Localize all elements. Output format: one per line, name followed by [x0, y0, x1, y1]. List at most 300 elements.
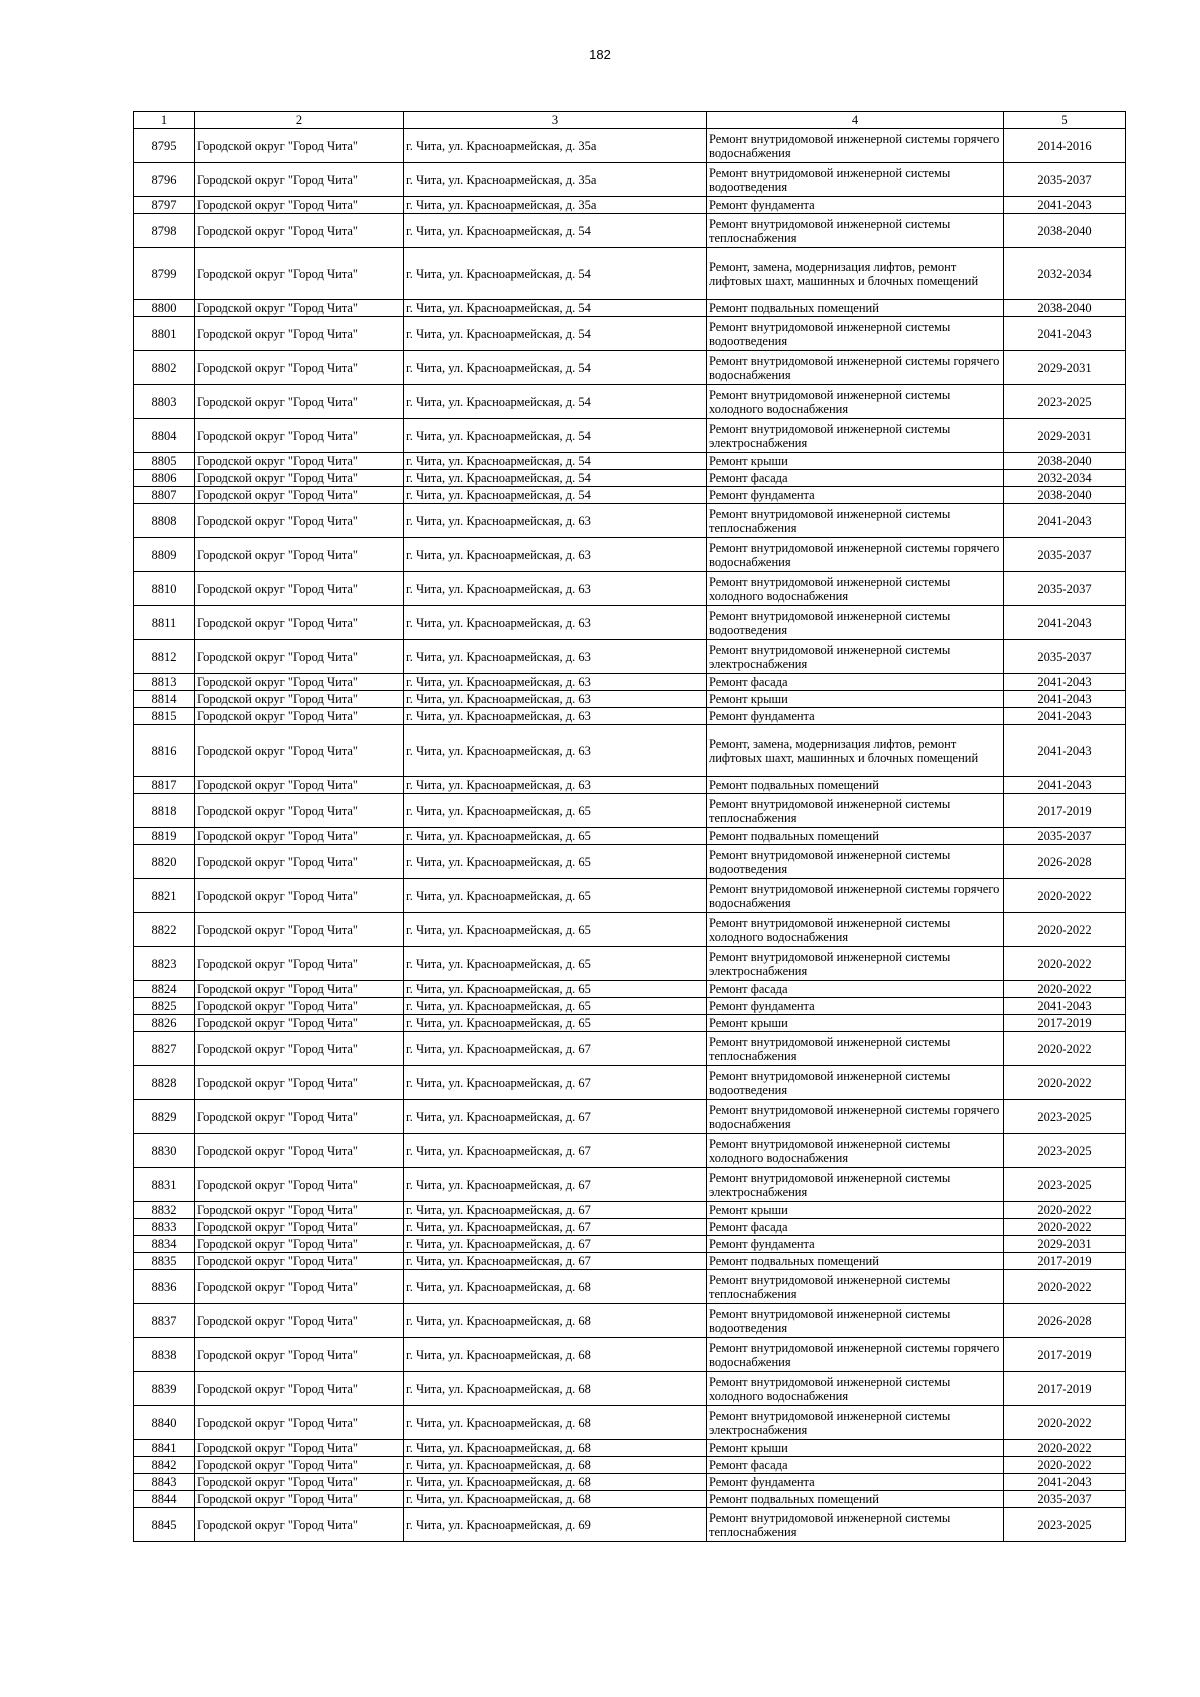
row-number-cell: 8822	[134, 913, 195, 947]
work-type-cell: Ремонт внутридомовой инженерной системы теплоснабжения	[707, 1270, 1004, 1304]
row-number-cell: 8827	[134, 1032, 195, 1066]
row-number-cell: 8818	[134, 794, 195, 828]
work-type-cell: Ремонт внутридомовой инженерной системы теплоснабжения	[707, 1508, 1004, 1542]
municipality-cell: Городской округ "Город Чита"	[195, 470, 404, 487]
table-row	[134, 129, 1126, 163]
period-cell: 2020-2022	[1004, 981, 1126, 998]
municipality-cell: Городской округ "Город Чита"	[195, 1457, 404, 1474]
table-row	[134, 504, 1126, 538]
work-type-cell: Ремонт внутридомовой инженерной системы водоотведения	[707, 163, 1004, 197]
municipality-cell: Городской округ "Город Чита"	[195, 572, 404, 606]
column-header: 2	[195, 112, 404, 129]
table-row	[134, 1457, 1126, 1474]
table-row	[134, 1372, 1126, 1406]
municipality-cell: Городской округ "Город Чита"	[195, 385, 404, 419]
period-cell: 2038-2040	[1004, 300, 1126, 317]
table-row	[134, 1440, 1126, 1457]
municipality-cell: Городской округ "Город Чита"	[195, 1100, 404, 1134]
address-cell: г. Чита, ул. Красноармейская, д. 68	[404, 1406, 707, 1440]
work-type-cell: Ремонт внутридомовой инженерной системы горячего водоснабжения	[707, 1100, 1004, 1134]
address-cell: г. Чита, ул. Красноармейская, д. 54	[404, 419, 707, 453]
municipality-cell: Городской округ "Город Чита"	[195, 197, 404, 214]
work-type-cell: Ремонт внутридомовой инженерной системы холодного водоснабжения	[707, 572, 1004, 606]
table-row	[134, 248, 1126, 300]
work-type-cell: Ремонт внутридомовой инженерной системы водоотведения	[707, 845, 1004, 879]
row-number-cell: 8810	[134, 572, 195, 606]
municipality-cell: Городской округ "Город Чита"	[195, 453, 404, 470]
table-row	[134, 640, 1126, 674]
work-type-cell: Ремонт крыши	[707, 1015, 1004, 1032]
municipality-cell: Городской округ "Город Чита"	[195, 1066, 404, 1100]
municipality-cell: Городской округ "Город Чита"	[195, 691, 404, 708]
table-row	[134, 214, 1126, 248]
period-cell: 2020-2022	[1004, 1032, 1126, 1066]
municipality-cell: Городской округ "Город Чита"	[195, 913, 404, 947]
address-cell: г. Чита, ул. Красноармейская, д. 63	[404, 674, 707, 691]
address-cell: г. Чита, ул. Красноармейская, д. 54	[404, 300, 707, 317]
period-cell: 2023-2025	[1004, 1100, 1126, 1134]
municipality-cell: Городской округ "Город Чита"	[195, 1219, 404, 1236]
work-type-cell: Ремонт, замена, модернизация лифтов, ремонт лифтовых шахт, машинных и блочных помещений	[707, 248, 1004, 300]
address-cell: г. Чита, ул. Красноармейская, д. 65	[404, 998, 707, 1015]
municipality-cell: Городской округ "Город Чита"	[195, 1202, 404, 1219]
table-row	[134, 606, 1126, 640]
page-number: 182	[589, 47, 611, 62]
table-row	[134, 691, 1126, 708]
municipality-cell: Городской округ "Город Чита"	[195, 879, 404, 913]
municipality-cell: Городской округ "Город Чита"	[195, 1474, 404, 1491]
row-number-cell: 8833	[134, 1219, 195, 1236]
municipality-cell: Городской округ "Город Чита"	[195, 606, 404, 640]
work-type-cell: Ремонт крыши	[707, 1202, 1004, 1219]
address-cell: г. Чита, ул. Красноармейская, д. 67	[404, 1253, 707, 1270]
row-number-cell: 8845	[134, 1508, 195, 1542]
period-cell: 2035-2037	[1004, 828, 1126, 845]
period-cell: 2041-2043	[1004, 317, 1126, 351]
municipality-cell: Городской округ "Город Чита"	[195, 1304, 404, 1338]
row-number-cell: 8842	[134, 1457, 195, 1474]
table-row	[134, 572, 1126, 606]
period-cell: 2026-2028	[1004, 845, 1126, 879]
table-row	[134, 1406, 1126, 1440]
address-cell: г. Чита, ул. Красноармейская, д. 68	[404, 1270, 707, 1304]
row-number-cell: 8834	[134, 1236, 195, 1253]
table-row	[134, 1168, 1126, 1202]
municipality-cell: Городской округ "Город Чита"	[195, 674, 404, 691]
municipality-cell: Городской округ "Город Чита"	[195, 419, 404, 453]
period-cell: 2029-2031	[1004, 1236, 1126, 1253]
work-type-cell: Ремонт внутридомовой инженерной системы теплоснабжения	[707, 1032, 1004, 1066]
table-header-row	[134, 112, 1126, 129]
row-number-cell: 8805	[134, 453, 195, 470]
period-cell: 2041-2043	[1004, 777, 1126, 794]
table-row	[134, 845, 1126, 879]
row-number-cell: 8831	[134, 1168, 195, 1202]
municipality-cell: Городской округ "Город Чита"	[195, 538, 404, 572]
work-type-cell: Ремонт внутридомовой инженерной системы горячего водоснабжения	[707, 1338, 1004, 1372]
address-cell: г. Чита, ул. Красноармейская, д. 54	[404, 248, 707, 300]
municipality-cell: Городской округ "Город Чита"	[195, 725, 404, 777]
table-row	[134, 913, 1126, 947]
table-row	[134, 947, 1126, 981]
period-cell: 2035-2037	[1004, 1491, 1126, 1508]
municipality-cell: Городской округ "Город Чита"	[195, 351, 404, 385]
municipality-cell: Городской округ "Город Чита"	[195, 1015, 404, 1032]
row-number-cell: 8811	[134, 606, 195, 640]
municipality-cell: Городской округ "Город Чита"	[195, 248, 404, 300]
row-number-cell: 8809	[134, 538, 195, 572]
row-number-cell: 8836	[134, 1270, 195, 1304]
period-cell: 2020-2022	[1004, 947, 1126, 981]
period-cell: 2020-2022	[1004, 1440, 1126, 1457]
municipality-cell: Городской округ "Город Чита"	[195, 1338, 404, 1372]
address-cell: г. Чита, ул. Красноармейская, д. 35а	[404, 197, 707, 214]
period-cell: 2020-2022	[1004, 879, 1126, 913]
table-row	[134, 317, 1126, 351]
work-type-cell: Ремонт подвальных помещений	[707, 1253, 1004, 1270]
table-row	[134, 708, 1126, 725]
period-cell: 2038-2040	[1004, 214, 1126, 248]
work-type-cell: Ремонт фундамента	[707, 1236, 1004, 1253]
address-cell: г. Чита, ул. Красноармейская, д. 67	[404, 1066, 707, 1100]
row-number-cell: 8830	[134, 1134, 195, 1168]
address-cell: г. Чита, ул. Красноармейская, д. 65	[404, 913, 707, 947]
period-cell: 2017-2019	[1004, 1338, 1126, 1372]
work-type-cell: Ремонт фасада	[707, 470, 1004, 487]
municipality-cell: Городской округ "Город Чита"	[195, 794, 404, 828]
work-type-cell: Ремонт внутридомовой инженерной системы холодного водоснабжения	[707, 913, 1004, 947]
table-row	[134, 419, 1126, 453]
municipality-cell: Городской округ "Город Чита"	[195, 708, 404, 725]
table-row	[134, 487, 1126, 504]
address-cell: г. Чита, ул. Красноармейская, д. 68	[404, 1304, 707, 1338]
work-type-cell: Ремонт внутридомовой инженерной системы водоотведения	[707, 606, 1004, 640]
municipality-cell: Городской округ "Город Чита"	[195, 1253, 404, 1270]
period-cell: 2041-2043	[1004, 1474, 1126, 1491]
address-cell: г. Чита, ул. Красноармейская, д. 63	[404, 538, 707, 572]
address-cell: г. Чита, ул. Красноармейская, д. 68	[404, 1457, 707, 1474]
address-cell: г. Чита, ул. Красноармейская, д. 54	[404, 214, 707, 248]
row-number-cell: 8838	[134, 1338, 195, 1372]
work-type-cell: Ремонт фасада	[707, 981, 1004, 998]
address-cell: г. Чита, ул. Красноармейская, д. 67	[404, 1202, 707, 1219]
period-cell: 2041-2043	[1004, 606, 1126, 640]
address-cell: г. Чита, ул. Красноармейская, д. 35а	[404, 129, 707, 163]
table-row	[134, 1338, 1126, 1372]
work-type-cell: Ремонт фундамента	[707, 998, 1004, 1015]
municipality-cell: Городской округ "Город Чита"	[195, 487, 404, 504]
table-row	[134, 470, 1126, 487]
table-row	[134, 1032, 1126, 1066]
work-type-cell: Ремонт крыши	[707, 1440, 1004, 1457]
address-cell: г. Чита, ул. Красноармейская, д. 54	[404, 317, 707, 351]
column-header: 1	[134, 112, 195, 129]
period-cell: 2041-2043	[1004, 504, 1126, 538]
work-type-cell: Ремонт внутридомовой инженерной системы электроснабжения	[707, 640, 1004, 674]
period-cell: 2017-2019	[1004, 1372, 1126, 1406]
row-number-cell: 8837	[134, 1304, 195, 1338]
work-type-cell: Ремонт внутридомовой инженерной системы водоотведения	[707, 1066, 1004, 1100]
table-row	[134, 725, 1126, 777]
row-number-cell: 8840	[134, 1406, 195, 1440]
row-number-cell: 8843	[134, 1474, 195, 1491]
address-cell: г. Чита, ул. Красноармейская, д. 54	[404, 351, 707, 385]
table-row	[134, 1270, 1126, 1304]
table-row	[134, 1134, 1126, 1168]
table-row	[134, 351, 1126, 385]
table-row	[134, 538, 1126, 572]
table-row	[134, 1491, 1126, 1508]
address-cell: г. Чита, ул. Красноармейская, д. 65	[404, 879, 707, 913]
municipality-cell: Городской округ "Город Чита"	[195, 1236, 404, 1253]
period-cell: 2038-2040	[1004, 487, 1126, 504]
address-cell: г. Чита, ул. Красноармейская, д. 65	[404, 845, 707, 879]
work-type-cell: Ремонт фасада	[707, 674, 1004, 691]
municipality-cell: Городской округ "Город Чита"	[195, 1491, 404, 1508]
table-row	[134, 453, 1126, 470]
work-type-cell: Ремонт подвальных помещений	[707, 777, 1004, 794]
table-row	[134, 794, 1126, 828]
row-number-cell: 8801	[134, 317, 195, 351]
address-cell: г. Чита, ул. Красноармейская, д. 54	[404, 453, 707, 470]
work-type-cell: Ремонт фундамента	[707, 487, 1004, 504]
table-row	[134, 981, 1126, 998]
municipality-cell: Городской округ "Город Чита"	[195, 214, 404, 248]
address-cell: г. Чита, ул. Красноармейская, д. 63	[404, 504, 707, 538]
address-cell: г. Чита, ул. Красноармейская, д. 63	[404, 572, 707, 606]
address-cell: г. Чита, ул. Красноармейская, д. 65	[404, 828, 707, 845]
period-cell: 2035-2037	[1004, 538, 1126, 572]
period-cell: 2020-2022	[1004, 913, 1126, 947]
work-type-cell: Ремонт внутридомовой инженерной системы электроснабжения	[707, 419, 1004, 453]
work-type-cell: Ремонт внутридомовой инженерной системы горячего водоснабжения	[707, 879, 1004, 913]
row-number-cell: 8804	[134, 419, 195, 453]
table-row	[134, 1015, 1126, 1032]
address-cell: г. Чита, ул. Красноармейская, д. 67	[404, 1236, 707, 1253]
work-type-cell: Ремонт фундамента	[707, 197, 1004, 214]
municipality-cell: Городской округ "Город Чита"	[195, 947, 404, 981]
table-row	[134, 385, 1126, 419]
table-row	[134, 1202, 1126, 1219]
address-cell: г. Чита, ул. Красноармейская, д. 67	[404, 1100, 707, 1134]
address-cell: г. Чита, ул. Красноармейская, д. 54	[404, 487, 707, 504]
table-row	[134, 828, 1126, 845]
work-type-cell: Ремонт подвальных помещений	[707, 828, 1004, 845]
table-row	[134, 1508, 1126, 1542]
municipality-cell: Городской округ "Город Чита"	[195, 777, 404, 794]
period-cell: 2023-2025	[1004, 1134, 1126, 1168]
work-type-cell: Ремонт внутридомовой инженерной системы горячего водоснабжения	[707, 351, 1004, 385]
address-cell: г. Чита, ул. Красноармейская, д. 69	[404, 1508, 707, 1542]
period-cell: 2017-2019	[1004, 1015, 1126, 1032]
address-cell: г. Чита, ул. Красноармейская, д. 54	[404, 470, 707, 487]
work-type-cell: Ремонт внутридомовой инженерной системы теплоснабжения	[707, 214, 1004, 248]
period-cell: 2020-2022	[1004, 1066, 1126, 1100]
row-number-cell: 8832	[134, 1202, 195, 1219]
work-type-cell: Ремонт крыши	[707, 691, 1004, 708]
municipality-cell: Городской округ "Город Чита"	[195, 981, 404, 998]
period-cell: 2041-2043	[1004, 998, 1126, 1015]
table-row	[134, 197, 1126, 214]
municipality-cell: Городской округ "Город Чита"	[195, 163, 404, 197]
column-header: 5	[1004, 112, 1126, 129]
address-cell: г. Чита, ул. Красноармейская, д. 63	[404, 640, 707, 674]
row-number-cell: 8816	[134, 725, 195, 777]
work-type-cell: Ремонт внутридомовой инженерной системы водоотведения	[707, 1304, 1004, 1338]
municipality-cell: Городской округ "Город Чита"	[195, 1372, 404, 1406]
municipality-cell: Городской округ "Город Чита"	[195, 640, 404, 674]
row-number-cell: 8820	[134, 845, 195, 879]
address-cell: г. Чита, ул. Красноармейская, д. 68	[404, 1491, 707, 1508]
work-type-cell: Ремонт фасада	[707, 1219, 1004, 1236]
work-type-cell: Ремонт внутридомовой инженерной системы электроснабжения	[707, 947, 1004, 981]
row-number-cell: 8821	[134, 879, 195, 913]
period-cell: 2029-2031	[1004, 419, 1126, 453]
row-number-cell: 8813	[134, 674, 195, 691]
row-number-cell: 8795	[134, 129, 195, 163]
municipality-cell: Городской округ "Город Чита"	[195, 1406, 404, 1440]
municipality-cell: Городской округ "Город Чита"	[195, 504, 404, 538]
period-cell: 2032-2034	[1004, 470, 1126, 487]
municipality-cell: Городской округ "Город Чита"	[195, 1440, 404, 1457]
period-cell: 2032-2034	[1004, 248, 1126, 300]
address-cell: г. Чита, ул. Красноармейская, д. 65	[404, 794, 707, 828]
period-cell: 2023-2025	[1004, 1168, 1126, 1202]
work-type-cell: Ремонт внутридомовой инженерной системы холодного водоснабжения	[707, 1134, 1004, 1168]
row-number-cell: 8825	[134, 998, 195, 1015]
work-type-cell: Ремонт внутридомовой инженерной системы холодного водоснабжения	[707, 1372, 1004, 1406]
row-number-cell: 8807	[134, 487, 195, 504]
table-row	[134, 777, 1126, 794]
address-cell: г. Чита, ул. Красноармейская, д. 67	[404, 1134, 707, 1168]
capital-repair-table	[133, 111, 1126, 1542]
municipality-cell: Городской округ "Город Чита"	[195, 828, 404, 845]
work-type-cell: Ремонт внутридомовой инженерной системы холодного водоснабжения	[707, 385, 1004, 419]
table-body	[134, 129, 1126, 1542]
period-cell: 2014-2016	[1004, 129, 1126, 163]
address-cell: г. Чита, ул. Красноармейская, д. 67	[404, 1168, 707, 1202]
period-cell: 2020-2022	[1004, 1202, 1126, 1219]
work-type-cell: Ремонт фасада	[707, 1457, 1004, 1474]
row-number-cell: 8841	[134, 1440, 195, 1457]
period-cell: 2041-2043	[1004, 674, 1126, 691]
row-number-cell: 8844	[134, 1491, 195, 1508]
table-row	[134, 1219, 1126, 1236]
period-cell: 2041-2043	[1004, 725, 1126, 777]
period-cell: 2041-2043	[1004, 691, 1126, 708]
row-number-cell: 8826	[134, 1015, 195, 1032]
address-cell: г. Чита, ул. Красноармейская, д. 63	[404, 777, 707, 794]
municipality-cell: Городской округ "Город Чита"	[195, 300, 404, 317]
row-number-cell: 8800	[134, 300, 195, 317]
municipality-cell: Городской округ "Город Чита"	[195, 129, 404, 163]
table-row	[134, 163, 1126, 197]
address-cell: г. Чита, ул. Красноармейская, д. 68	[404, 1440, 707, 1457]
address-cell: г. Чита, ул. Красноармейская, д. 65	[404, 981, 707, 998]
table-row	[134, 674, 1126, 691]
period-cell: 2026-2028	[1004, 1304, 1126, 1338]
municipality-cell: Городской округ "Город Чита"	[195, 317, 404, 351]
address-cell: г. Чита, ул. Красноармейская, д. 63	[404, 725, 707, 777]
period-cell: 2020-2022	[1004, 1457, 1126, 1474]
period-cell: 2035-2037	[1004, 640, 1126, 674]
row-number-cell: 8823	[134, 947, 195, 981]
period-cell: 2041-2043	[1004, 197, 1126, 214]
address-cell: г. Чита, ул. Красноармейская, д. 68	[404, 1338, 707, 1372]
row-number-cell: 8835	[134, 1253, 195, 1270]
table-row	[134, 1066, 1126, 1100]
row-number-cell: 8817	[134, 777, 195, 794]
work-type-cell: Ремонт внутридомовой инженерной системы электроснабжения	[707, 1168, 1004, 1202]
row-number-cell: 8798	[134, 214, 195, 248]
address-cell: г. Чита, ул. Красноармейская, д. 63	[404, 708, 707, 725]
column-header: 4	[707, 112, 1004, 129]
row-number-cell: 8815	[134, 708, 195, 725]
work-type-cell: Ремонт внутридомовой инженерной системы теплоснабжения	[707, 794, 1004, 828]
row-number-cell: 8824	[134, 981, 195, 998]
period-cell: 2017-2019	[1004, 794, 1126, 828]
address-cell: г. Чита, ул. Красноармейская, д. 67	[404, 1032, 707, 1066]
address-cell: г. Чита, ул. Красноармейская, д. 65	[404, 947, 707, 981]
work-type-cell: Ремонт фундамента	[707, 708, 1004, 725]
address-cell: г. Чита, ул. Красноармейская, д. 67	[404, 1219, 707, 1236]
address-cell: г. Чита, ул. Красноармейская, д. 63	[404, 606, 707, 640]
municipality-cell: Городской округ "Город Чита"	[195, 1134, 404, 1168]
work-type-cell: Ремонт внутридомовой инженерной системы горячего водоснабжения	[707, 538, 1004, 572]
period-cell: 2017-2019	[1004, 1253, 1126, 1270]
municipality-cell: Городской округ "Город Чита"	[195, 1508, 404, 1542]
row-number-cell: 8796	[134, 163, 195, 197]
period-cell: 2020-2022	[1004, 1270, 1126, 1304]
municipality-cell: Городской округ "Город Чита"	[195, 1270, 404, 1304]
table-row	[134, 998, 1126, 1015]
table-row	[134, 300, 1126, 317]
row-number-cell: 8829	[134, 1100, 195, 1134]
address-cell: г. Чита, ул. Красноармейская, д. 68	[404, 1372, 707, 1406]
address-cell: г. Чита, ул. Красноармейская, д. 68	[404, 1474, 707, 1491]
period-cell: 2038-2040	[1004, 453, 1126, 470]
period-cell: 2020-2022	[1004, 1406, 1126, 1440]
municipality-cell: Городской округ "Город Чита"	[195, 1168, 404, 1202]
period-cell: 2023-2025	[1004, 385, 1126, 419]
table-row	[134, 1100, 1126, 1134]
address-cell: г. Чита, ул. Красноармейская, д. 63	[404, 691, 707, 708]
work-type-cell: Ремонт фундамента	[707, 1474, 1004, 1491]
period-cell: 2035-2037	[1004, 163, 1126, 197]
row-number-cell: 8839	[134, 1372, 195, 1406]
row-number-cell: 8808	[134, 504, 195, 538]
municipality-cell: Городской округ "Город Чита"	[195, 1032, 404, 1066]
address-cell: г. Чита, ул. Красноармейская, д. 54	[404, 385, 707, 419]
row-number-cell: 8819	[134, 828, 195, 845]
period-cell: 2029-2031	[1004, 351, 1126, 385]
work-type-cell: Ремонт подвальных помещений	[707, 300, 1004, 317]
table-row	[134, 1253, 1126, 1270]
row-number-cell: 8828	[134, 1066, 195, 1100]
period-cell: 2041-2043	[1004, 708, 1126, 725]
municipality-cell: Городской округ "Город Чита"	[195, 845, 404, 879]
work-type-cell: Ремонт внутридомовой инженерной системы горячего водоснабжения	[707, 129, 1004, 163]
address-cell: г. Чита, ул. Красноармейская, д. 35а	[404, 163, 707, 197]
work-type-cell: Ремонт, замена, модернизация лифтов, ремонт лифтовых шахт, машинных и блочных помещений	[707, 725, 1004, 777]
address-cell: г. Чита, ул. Красноармейская, д. 65	[404, 1015, 707, 1032]
table-row	[134, 879, 1126, 913]
table-row	[134, 1474, 1126, 1491]
table-row	[134, 1236, 1126, 1253]
column-header: 3	[404, 112, 707, 129]
work-type-cell: Ремонт внутридомовой инженерной системы теплоснабжения	[707, 504, 1004, 538]
row-number-cell: 8812	[134, 640, 195, 674]
